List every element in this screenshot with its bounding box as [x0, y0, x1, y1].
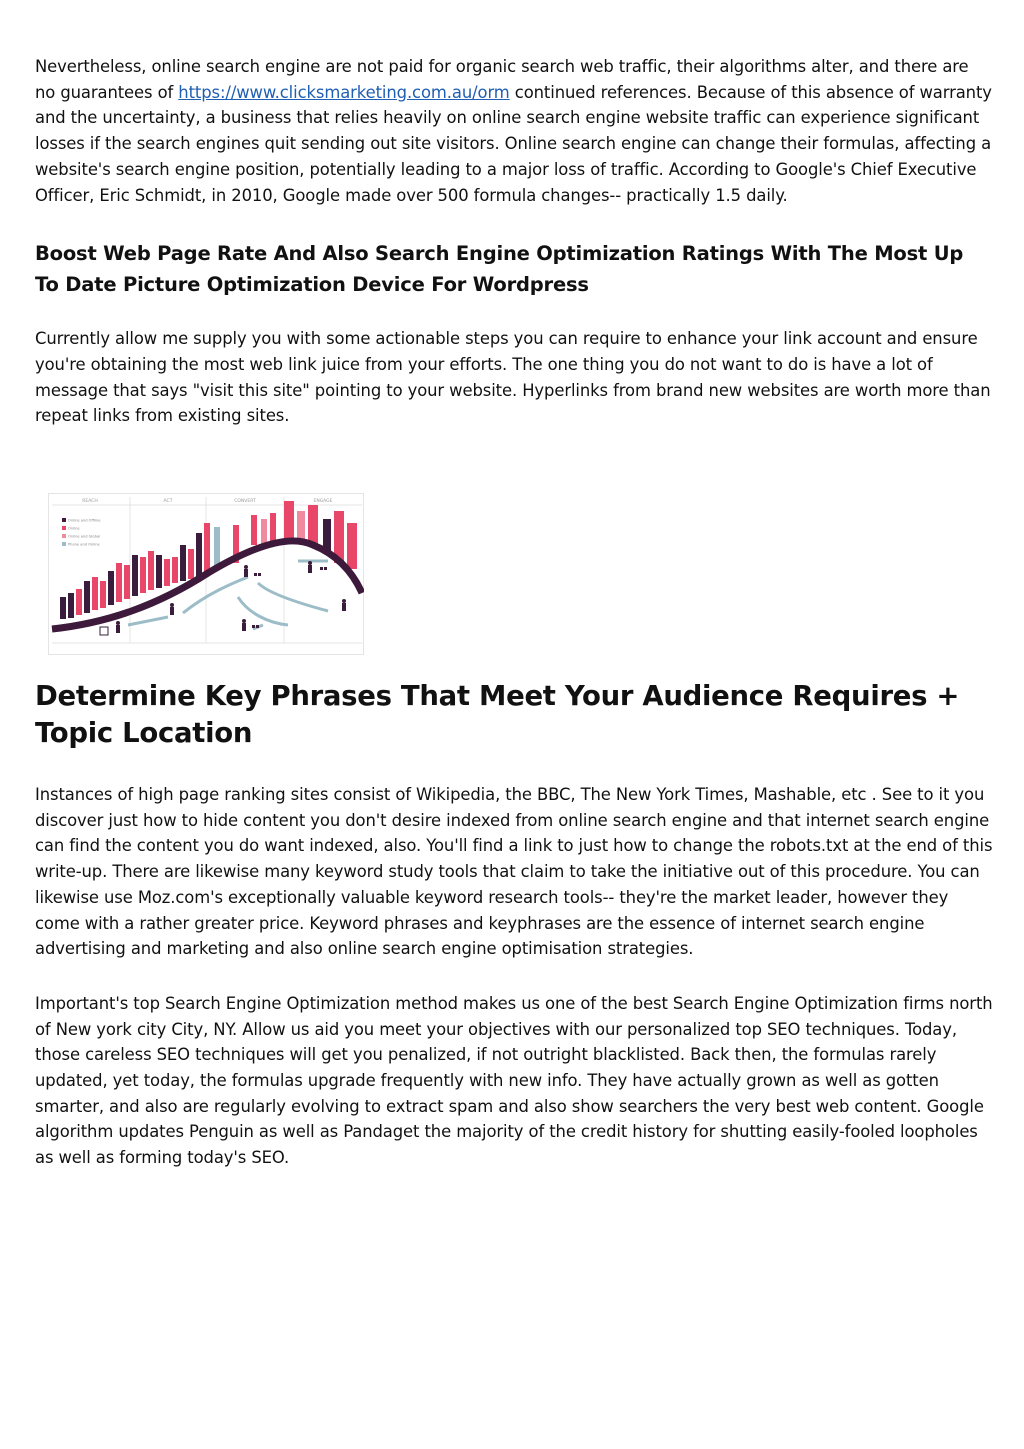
legend-swatch-3 [62, 534, 66, 538]
legend-swatch-1 [62, 518, 66, 522]
paragraph-intro-text-b: continued references. Because of this absence of warranty and the uncertainty, a business that relies heavily on online search engine website traffic can experience significant losses if the search engines quit sending out site visitors. Online search engine can change their formulas, affecting a website's search engine position, potentially leading to a major loss of traffic. According to Google's Chief Executive Officer, Eric Schmidt, in 2010, Google made over 500 formula changes-- practically 1.5 daily. [35, 82, 992, 205]
stage-label-reach: REACH [82, 499, 98, 504]
paragraph-link-profile: Currently allow me supply you with some actionable steps you can require to enhance your link account and ensure you're obtaining the most web link juice from your efforts. The one thing you do not want to do is have a lot of message that says "visit this site" pointing to your website. Hyperlinks from brand new websites are worth more than repeat links from existing sites. [35, 329, 991, 426]
legend-swatch-4 [62, 542, 66, 546]
stage-label-act: ACT [163, 499, 173, 504]
stage-label-engage: ENGAGE [313, 499, 333, 504]
heading-key-phrases: Determine Key Phrases That Meet Your Audience Requires + Topic Location [35, 680, 960, 750]
stage-label-convert: CONVERT [234, 499, 256, 504]
paragraph-intro [35, 54, 993, 208]
legend-label-2: Online [68, 526, 80, 531]
legend-label-1: Online and Offline [68, 518, 101, 523]
legend-swatch-2 [62, 526, 66, 530]
infographic-svg [48, 493, 364, 655]
customer-journey-infographic [48, 493, 364, 655]
subheading-image-optimization: Boost Web Page Rate And Also Search Engine Optimization Ratings With The Most Up To Date Picture Optimization Device For Wordpress [35, 242, 964, 297]
legend-label-4: Phone and Online [68, 542, 100, 547]
paragraph-intro-text-a: Nevertheless, online search engine are not paid for organic search web traffic, their algorithms alter, and there are no guarantees of [35, 57, 969, 102]
legend-label-3: Online and Global [68, 534, 101, 539]
paragraph-high-ranking-sites: Instances of high page ranking sites consist of Wikipedia, the BBC, The New York Times, Mashable, etc . See to it you discover just how to hide content you don't desire indexed from online search engine and that internet search engine can find the content you do want indexed, also. You'll find a link to just how to change the robots.txt at the end of this write-up. There are likewise many keyword study tools that claim to take the initiative out of this procedure. You can likewise use Moz.com's exceptionally valuable keyword research tools-- they're the market leader, however they come with a rather greater price. Keyword phrases and keyphrases are the essence of internet search engine advertising and marketing and also online search engine optimisation strategies. [35, 785, 993, 959]
paragraph-seo-method: Important's top Search Engine Optimization method makes us one of the best Search Engine Optimization firms north of New york city City, NY. Allow us aid you meet your objectives with our personalized top SEO techniques. Today, those careless SEO techniques will get you penalized, if not outright blacklisted. Back then, the formulas rarely updated, yet today, the formulas upgrade frequently with new info. They have actually grown as well as gotten smarter, and also are regularly evolving to extract spam and also show searchers the very best web content. Google algorithm updates Penguin as well as Pandaget the majority of the credit history for shutting easily-fooled loopholes as well as forming today's SEO. [35, 993, 993, 1168]
clicksmarketing-link[interactable]: https://www.clicksmarketing.com.au/orm [178, 82, 510, 102]
